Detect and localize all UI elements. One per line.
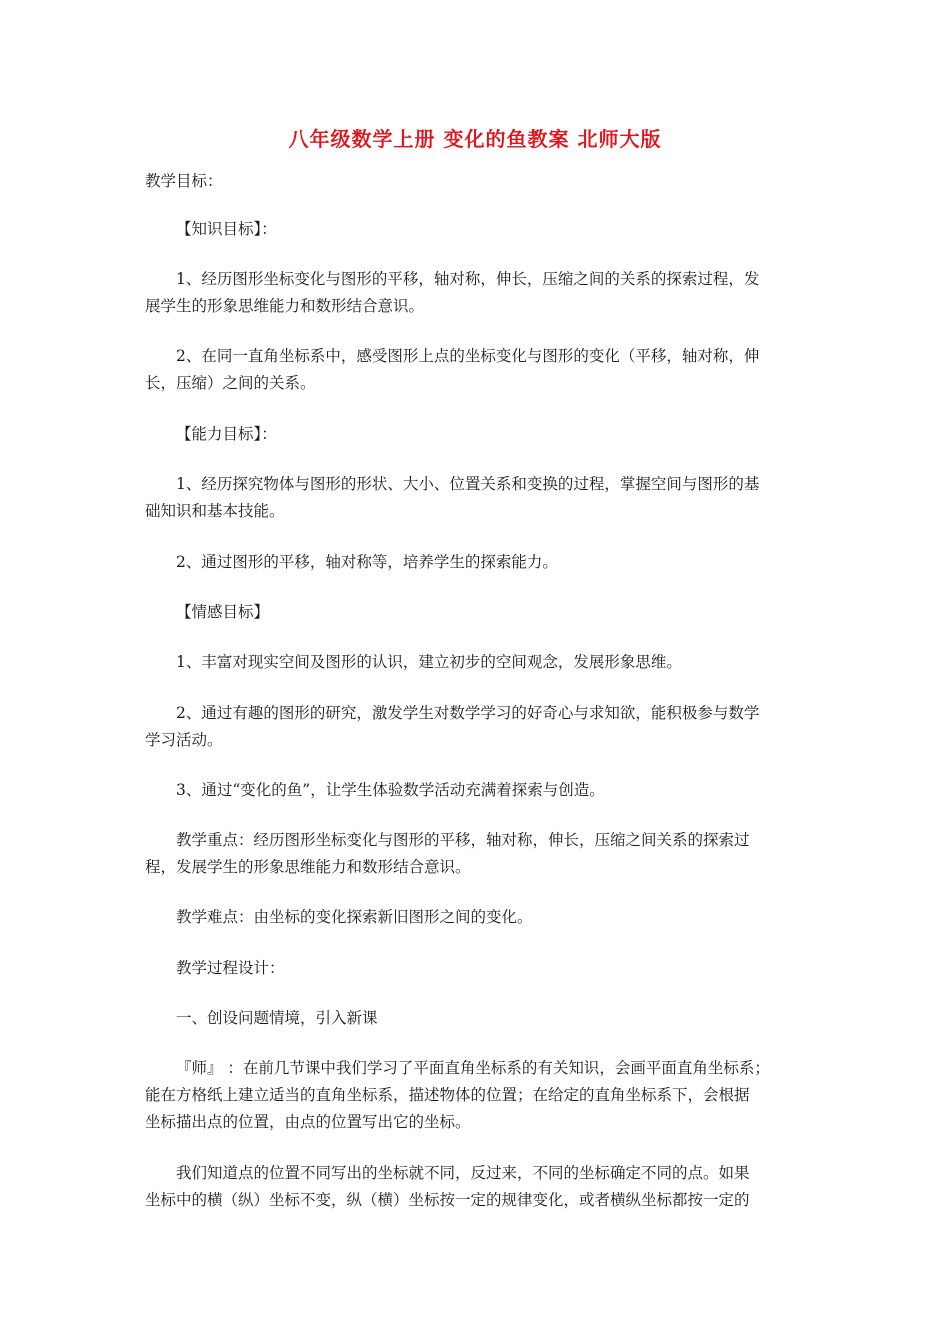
paragraph-line: 1、经历图形坐标变化与图形的平移，轴对称，伸长，压缩之间的关系的探索过程，发: [176, 270, 760, 288]
paragraph-line: 展学生的形象思维能力和数形结合意识。: [145, 297, 425, 315]
paragraph-line: 能在方格纸上建立适当的直角坐标系，描述物体的位置；在给定的直角坐标系下，会根据: [145, 1086, 750, 1104]
paragraph-line: 1、丰富对现实空间及图形的认识，建立初步的空间观念，发展形象思维。: [176, 653, 682, 671]
knowledge-objective-heading: 【知识目标】：: [176, 220, 277, 238]
paragraph-line: 『师』 ：在前几节课中我们学习了平面直角坐标系的有关知识，会画平面直角坐标系；: [176, 1059, 770, 1077]
paragraph-line: 2、在同一直角坐标系中，感受图形上点的坐标变化与图形的变化（平移，轴对称，伸: [176, 347, 760, 365]
paragraph-line: 教学难点：由坐标的变化探索新旧图形之间的变化。: [176, 908, 533, 926]
emotion-objective-heading: 【情感目标】: [176, 603, 270, 621]
paragraph-line: 长，压缩）之间的关系。: [145, 374, 316, 392]
paragraph-line: 2、通过图形的平移，轴对称等，培养学生的探索能力。: [176, 553, 558, 571]
paragraph-line: 2、通过有趣的图形的研究，激发学生对数学学习的好奇心与求知欲，能积极参与数学: [176, 704, 760, 722]
ability-objective-heading: 【能力目标】：: [176, 425, 277, 443]
process-heading: 教学过程设计：: [176, 959, 285, 977]
paragraph-line: 程，发展学生的形象思维能力和数形结合意识。: [145, 858, 471, 876]
paragraph-line: 3、通过“变化的鱼”，让学生体验数学活动充满着探索与创造。: [176, 781, 605, 799]
section-heading: 一、创设问题情境，引入新课: [176, 1009, 378, 1027]
paragraph-line: 础知识和基本技能。: [145, 502, 285, 520]
paragraph-line: 坐标描出点的位置，由点的位置写出它的坐标。: [145, 1113, 471, 1131]
paragraph-line: 教学重点：经历图形坐标变化与图形的平移，轴对称，伸长，压缩之间关系的探索过: [176, 831, 750, 849]
objectives-heading: 教学目标：: [145, 172, 223, 190]
document-title: 八年级数学上册 变化的鱼教案 北师大版: [288, 127, 662, 151]
paragraph-line: 我们知道点的位置不同写出的坐标就不同，反过来，不同的坐标确定不同的点。如果: [176, 1164, 750, 1182]
paragraph-line: 1、经历探究物体与图形的形状、大小、位置关系和变换的过程，掌握空间与图形的基: [176, 475, 760, 493]
paragraph-line: 学习活动。: [145, 731, 223, 749]
paragraph-line: 坐标中的横（纵）坐标不变，纵（横）坐标按一定的规律变化，或者横纵坐标都按一定的: [145, 1191, 750, 1209]
